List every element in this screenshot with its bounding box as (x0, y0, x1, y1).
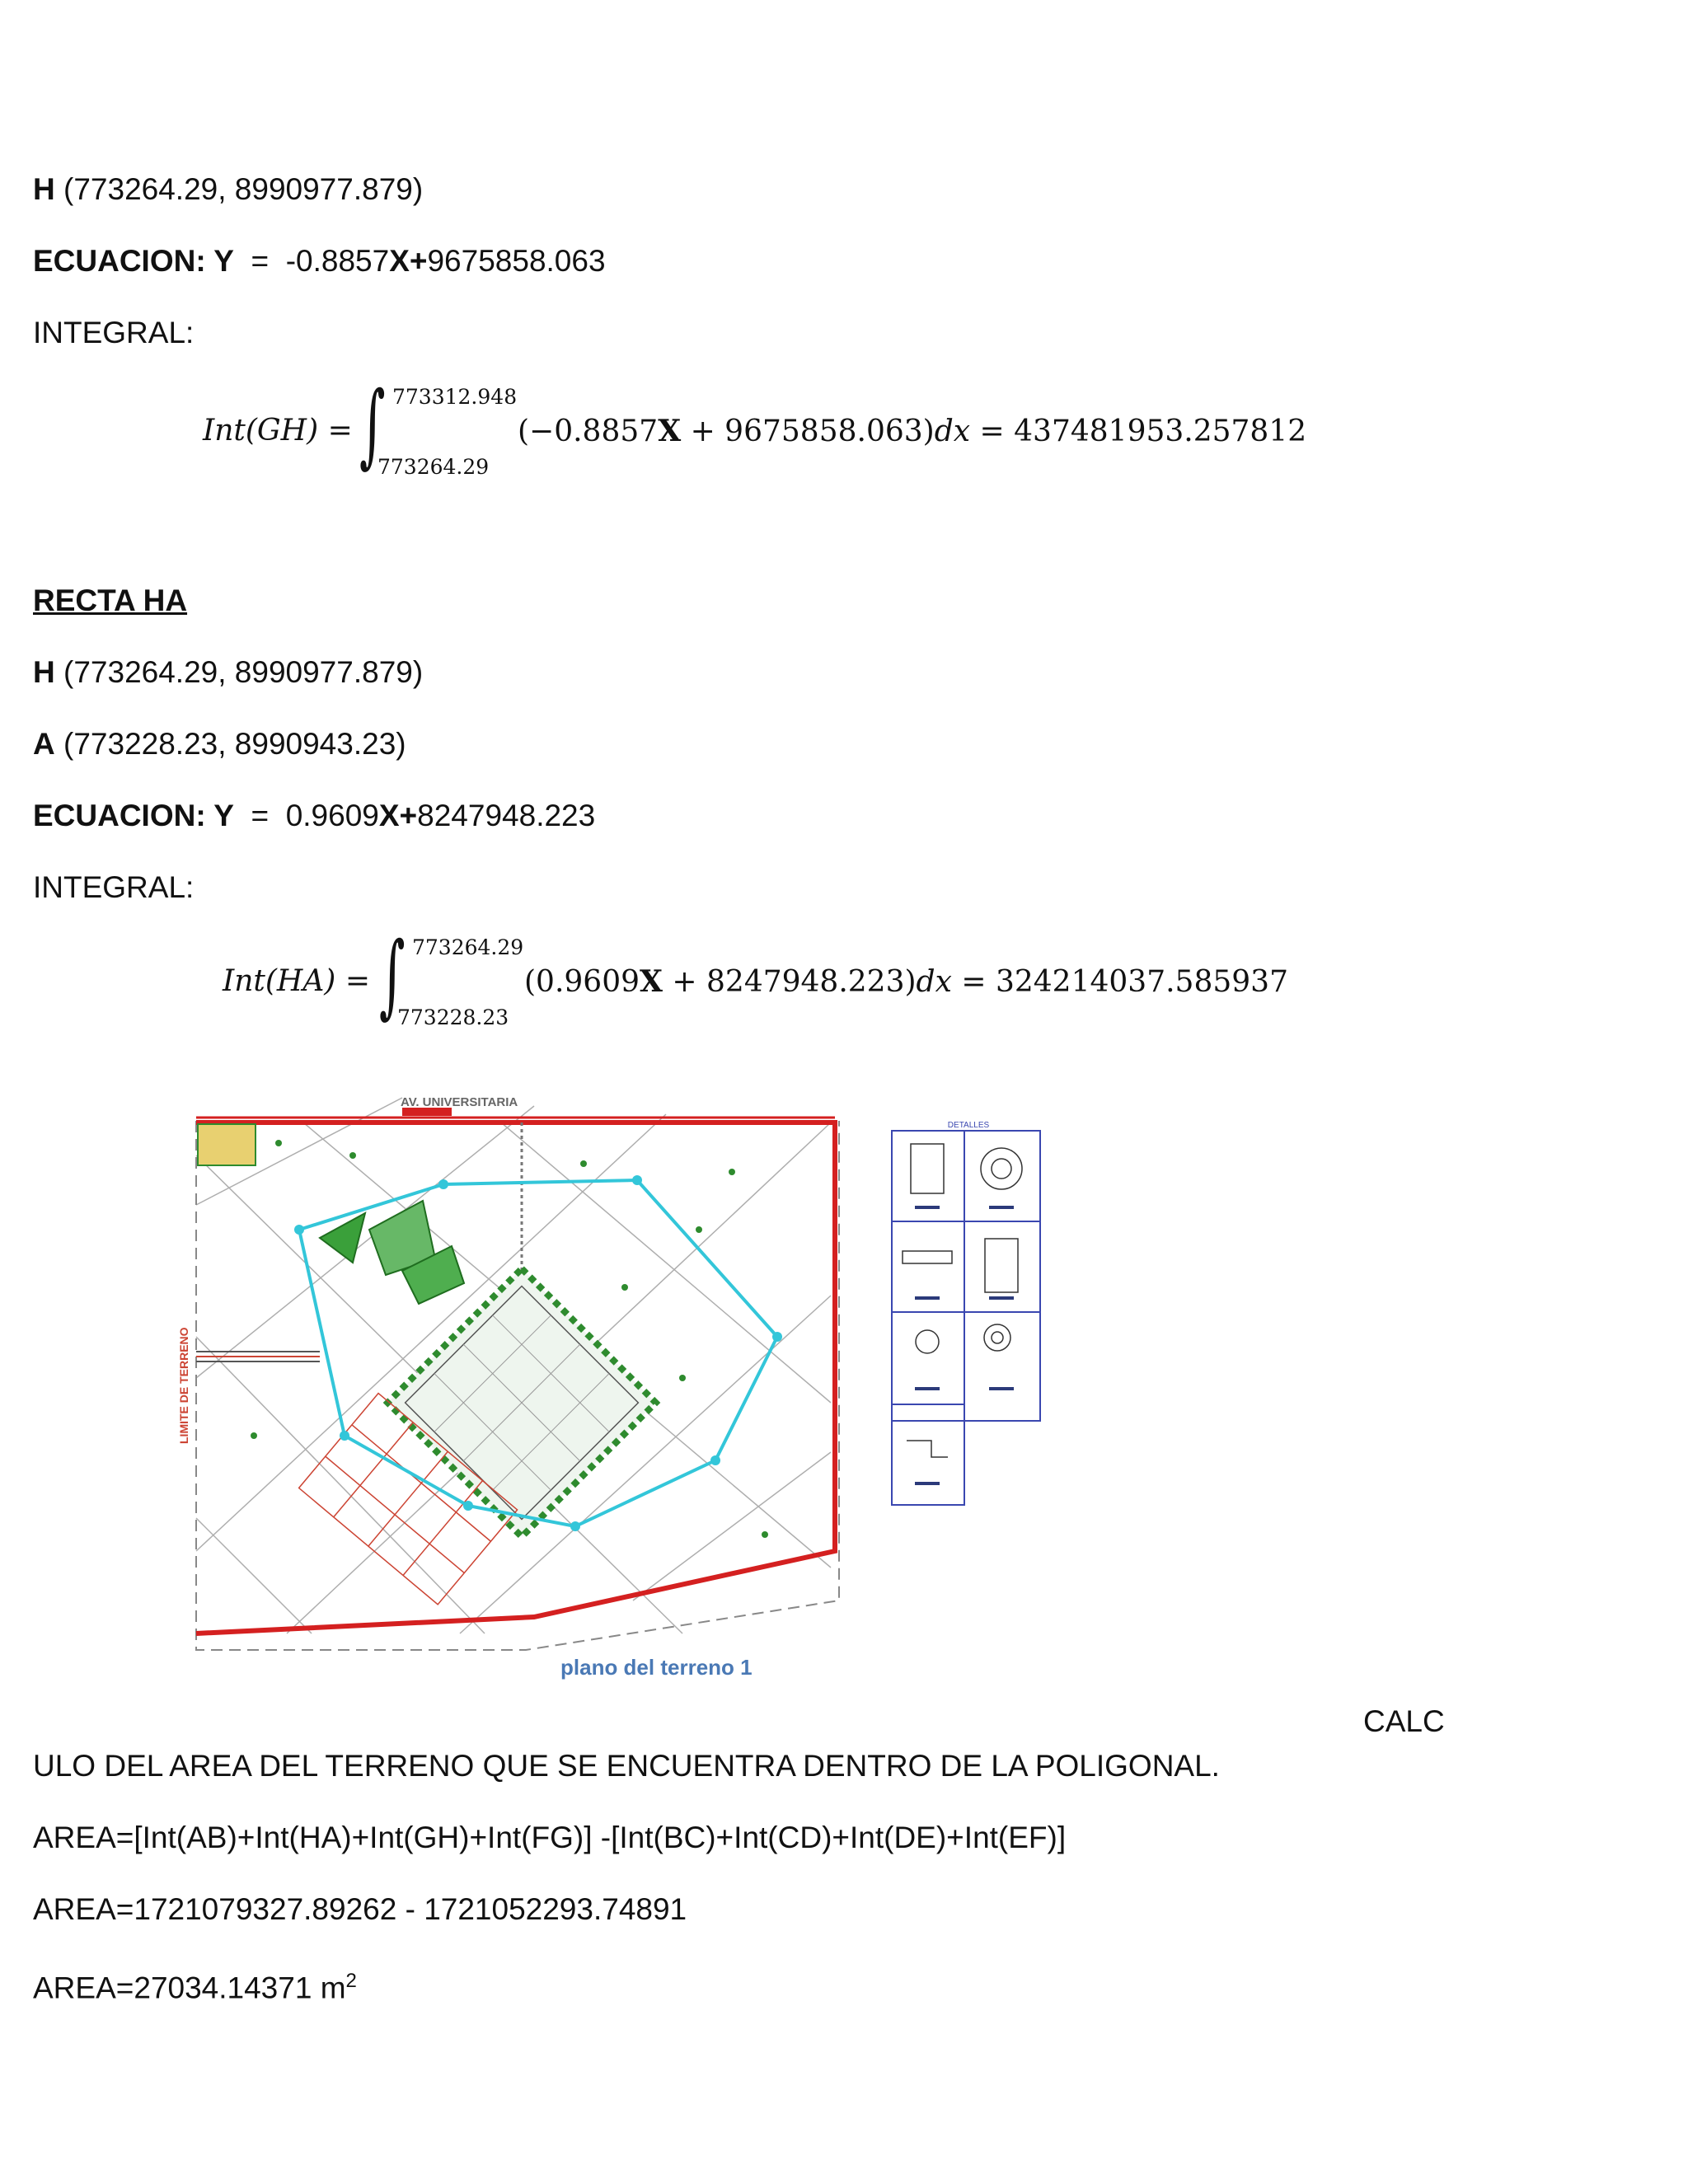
calc-heading-part-b: ULO DEL AREA DEL TERRENO QUE SE ENCUENTRA DENTRO DE LA POLIGONAL. (33, 1749, 1220, 1783)
equation-gh-const: 9675858.063 (427, 244, 606, 278)
int-gh-name-text: Int(GH) (203, 414, 319, 448)
area-result (33, 1962, 357, 2007)
point-h-label: H (33, 172, 55, 206)
details-panel (890, 1119, 1047, 1507)
int-ha-upper: 773264.29 (412, 935, 524, 959)
equation-ha-x: X+ (378, 799, 418, 832)
equation-ha-const: 8247948.223 (417, 799, 596, 832)
equation-ha (33, 797, 595, 835)
point-a-line (33, 725, 406, 763)
details-label: DETALLES (947, 1121, 990, 1130)
equation-ha-label: ECUACION: Y (33, 799, 234, 832)
point-h2-label: H (33, 655, 55, 689)
point-a-label: A (33, 727, 55, 761)
int-gh-result: = 437481953.257812 (979, 415, 1307, 448)
int-gh-name (203, 414, 353, 448)
equation-gh (33, 242, 606, 280)
equation-gh-coef: -0.8857 (285, 244, 390, 278)
int-gh-upper: 773312.948 (392, 385, 518, 409)
int-gh-lower: 773264.29 (377, 455, 490, 479)
integral-label-1: INTEGRAL: (33, 316, 195, 349)
integral-sign-ha: ∫ (379, 922, 406, 1028)
plan-caption: plano del terreno 1 (560, 1655, 753, 1680)
integral-sign-gh: ∫ (359, 372, 386, 477)
plan-vegetation (198, 1124, 464, 1304)
int-ha-x: X (640, 964, 663, 999)
int-ha-equals: = (345, 964, 370, 998)
site-plan-drawing (177, 1095, 847, 1650)
int-ha-integrand-1: (0.9609 (524, 965, 640, 999)
area-result-text: AREA=27034.14371 m (33, 1971, 346, 2005)
point-a-coords: (773228.23, 8990943.23) (63, 727, 406, 761)
area-difference: AREA=1721079327.89262 - 1721052293.74891 (33, 1892, 687, 1926)
int-ha-name-text: Int(HA) (223, 964, 336, 998)
int-ha-integrand (524, 964, 1288, 999)
area-formula: AREA=[Int(AB)+Int(HA)+Int(GH)+Int(FG)] -[Int(BC)+Int(CD)+Int(DE)+Int(EF)] (33, 1821, 1067, 1854)
int-gh-x: X (658, 414, 682, 448)
area-result-exponent: 2 (345, 1970, 357, 1992)
int-gh-integrand-1: (−0.8857 (518, 415, 659, 448)
int-gh-integrand (518, 414, 1306, 448)
int-ha-name (223, 964, 370, 998)
equation-ha-coef: 0.9609 (285, 799, 379, 832)
plan-field (387, 1268, 655, 1536)
integral-label-2: INTEGRAL: (33, 870, 195, 904)
int-gh-equals: = (327, 414, 353, 448)
int-ha-lower: 773228.23 (397, 1005, 509, 1029)
equation-gh-x: X+ (389, 244, 428, 278)
side-label: LIMITE DE TERRENO (177, 1327, 190, 1444)
int-gh-integrand-2: + 9675858.063) (681, 415, 935, 448)
equation-gh-eq: = (251, 244, 270, 278)
equation-ha-eq: = (251, 799, 270, 832)
plan-access-road (196, 1352, 320, 1361)
calc-heading-part-a: CALC (1363, 1704, 1445, 1738)
street-label: AV. UNIVERSITARIA (401, 1095, 518, 1109)
point-h-coords: (773264.29, 8990977.879) (63, 172, 424, 206)
section-title-recta-ha: RECTA HA (33, 583, 188, 617)
point-h2-line (33, 654, 423, 691)
point-h-line (33, 171, 423, 209)
int-gh-dx: dx (934, 415, 971, 448)
point-h2-coords: (773264.29, 8990977.879) (63, 655, 424, 689)
int-ha-dx: dx (916, 965, 952, 999)
int-ha-result: = 324214037.585937 (961, 965, 1288, 999)
int-ha-integrand-2: + 8247948.223) (662, 965, 917, 999)
equation-gh-label: ECUACION: Y (33, 244, 234, 278)
